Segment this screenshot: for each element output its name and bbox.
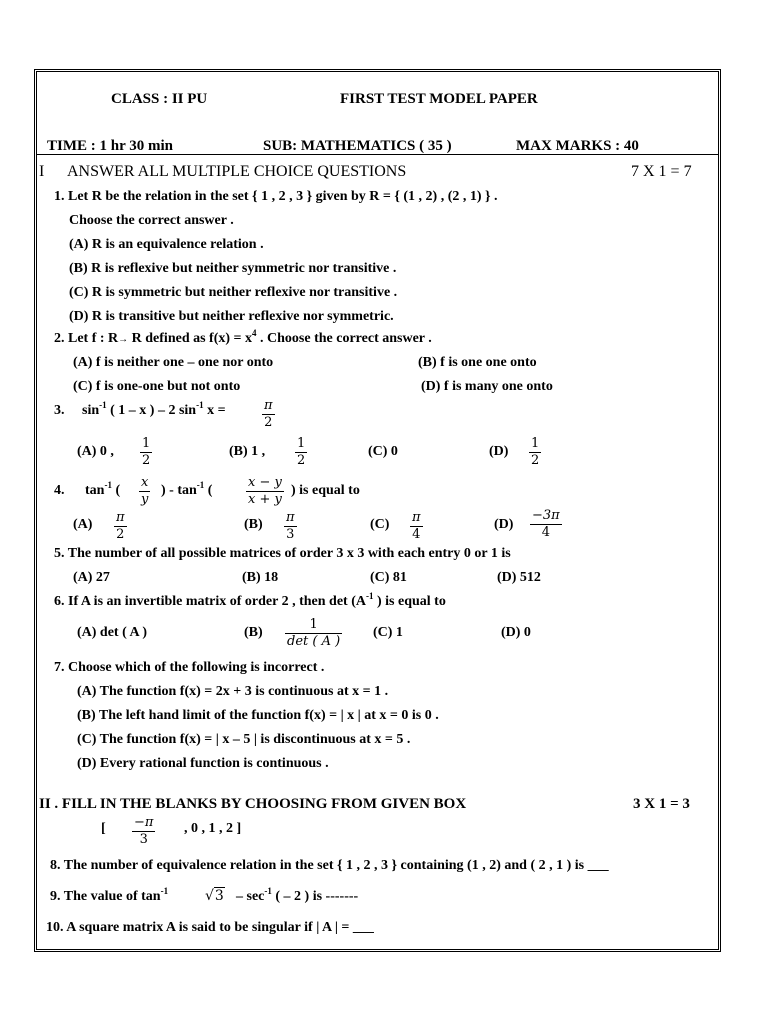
fraction-denominator: 3 bbox=[286, 526, 295, 542]
q3-inverse-1: -1 bbox=[99, 400, 107, 410]
q1-option-d: (D) R is transitive but neither reflexive nor symmetric. bbox=[69, 309, 394, 324]
fraction-numerator: 1 bbox=[142, 436, 151, 451]
q2-stem-part-a: 2. Let f : R bbox=[54, 331, 119, 346]
q5-option-a: (A) 27 bbox=[73, 570, 110, 585]
q8-stem: 8. The number of equivalence relation in the set { 1 , 2 , 3 } containing (1 , 2) and ( 2 , 1 ) is ___ bbox=[50, 858, 609, 873]
q3-middle: ( 1 – x ) – 2 sin bbox=[106, 403, 197, 418]
fraction-numerator: 1 bbox=[531, 436, 540, 451]
header-divider bbox=[37, 154, 718, 155]
q3-option-c: (C) 0 bbox=[368, 444, 398, 459]
fraction-numerator: π bbox=[116, 510, 125, 525]
fraction-numerator: 1 bbox=[297, 436, 306, 451]
q4-open: ( bbox=[111, 483, 121, 498]
fraction-denominator: 2 bbox=[142, 452, 151, 468]
section-1-title: ANSWER ALL MULTIPLE CHOICE QUESTIONS bbox=[67, 163, 407, 180]
q6-stem bbox=[54, 591, 446, 609]
fraction-denominator: det ( A ) bbox=[287, 633, 341, 649]
q6-exponent: -1 bbox=[366, 591, 374, 601]
q2-stem-part-c: . Choose the correct answer . bbox=[256, 331, 432, 346]
q3-end: x = bbox=[203, 403, 226, 418]
q4-option-a-fraction bbox=[114, 511, 127, 541]
fraction-numerator: x bbox=[141, 475, 149, 490]
time-label: TIME : 1 hr 30 min bbox=[47, 138, 173, 154]
q6-stem-part-a: 6. If A is an invertible matrix of order 2 , then det (A bbox=[54, 594, 366, 609]
fraction-denominator: 3 bbox=[139, 831, 148, 847]
q6-stem-part-b: ) is equal to bbox=[373, 594, 446, 609]
fraction-numerator: π bbox=[286, 510, 295, 525]
fraction-denominator: 2 bbox=[116, 526, 125, 542]
q4-option-b: (B) bbox=[244, 517, 263, 532]
section-1-marks: 7 X 1 = 7 bbox=[631, 163, 692, 180]
q3-inverse-2: -1 bbox=[196, 400, 204, 410]
q3-option-d: (D) bbox=[489, 444, 509, 459]
fraction-denominator: 4 bbox=[412, 526, 421, 542]
q3-option-d-fraction bbox=[529, 437, 541, 467]
subject-label: SUB: MATHEMATICS ( 35 ) bbox=[263, 138, 452, 154]
q4-stem-end: ) is equal to bbox=[291, 483, 360, 498]
q5-option-d: (D) 512 bbox=[497, 570, 541, 585]
q9-stem-start bbox=[50, 886, 169, 904]
q4-number: 4. bbox=[54, 483, 65, 498]
sqrt-radicand: 3 bbox=[214, 888, 224, 904]
paper-title: FIRST TEST MODEL PAPER bbox=[340, 91, 538, 107]
q4-option-d: (D) bbox=[494, 517, 514, 532]
q9-inverse-2: -1 bbox=[264, 886, 272, 896]
q9-part-c: ( – 2 ) is ------- bbox=[271, 889, 359, 904]
q4-option-c-fraction bbox=[410, 511, 423, 541]
q2-option-c: (C) f is one-one but not onto bbox=[73, 379, 241, 394]
q6-option-d: (D) 0 bbox=[501, 625, 531, 640]
q4-option-a: (A) bbox=[73, 517, 93, 532]
q6-option-c: (C) 1 bbox=[373, 625, 403, 640]
q4-option-b-fraction bbox=[284, 511, 297, 541]
q7-stem: 7. Choose which of the following is incorrect . bbox=[54, 660, 325, 675]
q2-option-d: (D) f is many one onto bbox=[421, 379, 553, 394]
fraction-denominator: 2 bbox=[264, 414, 273, 430]
q1-stem: 1. Let R be the relation in the set { 1 , 2 , 3 } given by R = { (1 , 2) , (2 , 1) } . bbox=[54, 189, 498, 204]
q9-part-a: 9. The value of tan bbox=[50, 889, 161, 904]
fraction-denominator: 2 bbox=[531, 452, 540, 468]
answer-box-rest: , 0 , 1 , 2 ] bbox=[184, 821, 242, 836]
q3-rhs-fraction bbox=[262, 399, 275, 429]
q3-stem bbox=[82, 400, 226, 418]
fraction-denominator: 4 bbox=[541, 524, 550, 540]
q10-stem: 10. A square matrix A is said to be singular if | A | = ___ bbox=[46, 920, 374, 935]
q1-option-c: (C) R is symmetric but neither reflexive nor transitive . bbox=[69, 285, 398, 300]
q4-option-c: (C) bbox=[370, 517, 390, 532]
q4-fraction-2 bbox=[246, 476, 284, 506]
q7-option-c: (C) The function f(x) = | x – 5 | is discontinuous at x = 5 . bbox=[77, 732, 411, 747]
fraction-denominator: 2 bbox=[297, 452, 306, 468]
section-2-title: II . FILL IN THE BLANKS BY CHOOSING FROM GIVEN BOX bbox=[39, 796, 467, 812]
q3-option-a: (A) 0 , bbox=[77, 444, 114, 459]
fraction-numerator: π bbox=[264, 398, 273, 413]
q5-option-c: (C) 81 bbox=[370, 570, 407, 585]
q3-number: 3. bbox=[54, 403, 65, 418]
q2-option-a: (A) f is neither one – one nor onto bbox=[73, 355, 274, 370]
q1-option-b: (B) R is reflexive but neither symmetric nor transitive . bbox=[69, 261, 397, 276]
fraction-numerator: x − y bbox=[248, 475, 282, 490]
q2-exponent: 4 bbox=[252, 328, 257, 338]
class-label: CLASS : II PU bbox=[111, 91, 208, 107]
max-marks-label: MAX MARKS : 40 bbox=[516, 138, 639, 154]
q4-middle: ) - tan bbox=[161, 483, 197, 498]
q4-tan: tan bbox=[85, 483, 105, 498]
q3-option-a-fraction bbox=[140, 437, 152, 467]
section-2-marks: 3 X 1 = 3 bbox=[633, 796, 690, 812]
q2-stem bbox=[54, 328, 432, 346]
q6-option-b: (B) bbox=[244, 625, 263, 640]
q7-option-d: (D) Every rational function is continuous . bbox=[77, 756, 329, 771]
q4-stem-middle bbox=[161, 480, 213, 498]
fraction-numerator: π bbox=[412, 510, 421, 525]
q6-option-a: (A) det ( A ) bbox=[77, 625, 147, 640]
q3-sin: sin bbox=[82, 403, 100, 418]
q4-open-2: ( bbox=[204, 483, 213, 498]
fraction-numerator: −π bbox=[134, 815, 154, 830]
fraction-numerator: 1 bbox=[309, 617, 318, 632]
answer-box-open: [ bbox=[101, 821, 106, 836]
answer-box-fraction bbox=[132, 816, 155, 846]
fraction-numerator: −3π bbox=[532, 508, 560, 523]
q4-option-d-fraction bbox=[530, 509, 562, 539]
q4-stem-start bbox=[85, 480, 121, 498]
q7-option-b: (B) The left hand limit of the function f(x) = | x | at x = 0 is 0 . bbox=[77, 708, 439, 723]
q7-option-a: (A) The function f(x) = 2x + 3 is continuous at x = 1 . bbox=[77, 684, 389, 699]
q1-option-a: (A) R is an equivalence relation . bbox=[69, 237, 264, 252]
q6-option-b-fraction bbox=[285, 618, 342, 648]
fraction-denominator: x + y bbox=[248, 491, 282, 507]
q4-fraction-1 bbox=[139, 476, 150, 506]
q1-stem-2: Choose the correct answer . bbox=[69, 213, 234, 228]
sqrt-icon: √ bbox=[205, 888, 214, 904]
q9-inverse-1: -1 bbox=[160, 886, 169, 896]
arrow-icon: → bbox=[118, 334, 129, 345]
q9-part-b: – sec bbox=[236, 889, 265, 904]
q5-option-b: (B) 18 bbox=[242, 570, 279, 585]
q3-option-b: (B) 1 , bbox=[229, 444, 266, 459]
q9-stem-end bbox=[236, 886, 359, 904]
section-1-number: I bbox=[39, 163, 45, 180]
q2-option-b: (B) f is one one onto bbox=[418, 355, 537, 370]
q4-inverse-2: -1 bbox=[196, 480, 205, 490]
q9-sqrt bbox=[205, 888, 225, 904]
q4-inverse-1: -1 bbox=[104, 480, 112, 490]
q3-option-b-fraction bbox=[295, 437, 307, 467]
fraction-denominator: y bbox=[141, 491, 149, 507]
q2-stem-part-b: R defined as f(x) = x bbox=[128, 331, 253, 346]
q5-stem: 5. The number of all possible matrices of order 3 x 3 with each entry 0 or 1 is bbox=[54, 546, 511, 561]
